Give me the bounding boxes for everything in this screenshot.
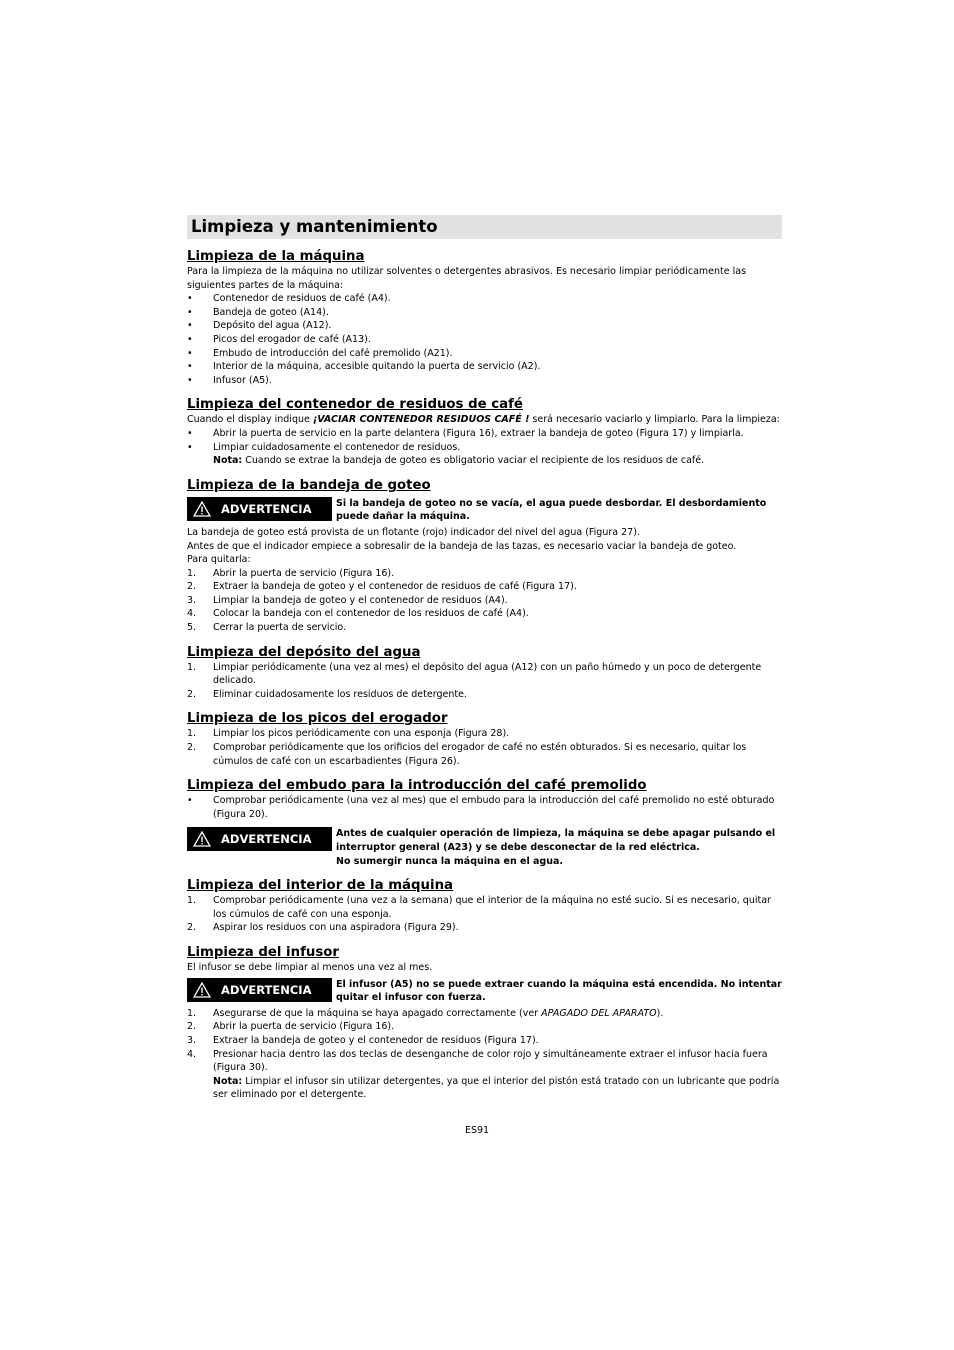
list-item: 4. Presionar hacia dentro las dos teclas de desenganche de color rojo y simultáneamente extraer el infusor hacia fuera (Figura 30). Nota: Limpiar el infusor sin utilizar detergentes, ya que el interior del pistón está tratado con un lubricante que podría ser eliminado por el detergente. [187,1048,782,1102]
list-item: • Comprobar periódicamente (una vez al mes) que el embudo para la introducción del café premolido no esté obturado (Figura 20). [187,795,775,820]
list-item: • Picos del erogador de café (A13). [187,333,371,345]
warning-text: El infusor (A5) no se puede extraer cuando la máquina está encendida. No intentar quitar el infusor con fuerza. [336,978,782,1004]
paragraph: Antes de que el indicador empiece a sobresalir de la bandeja de las tazas, es necesario vaciar la bandeja de goteo. [187,540,737,552]
bullet-list [187,292,782,387]
paragraph: Para la limpieza de la máquina no utilizar solventes o detergentes abrasivos. Es necesario limpiar periódicamente las siguientes partes de la máquina: [187,266,747,291]
list-item: 1. Asegurarse de que la máquina se haya apagado correctamente (ver APAGADO DEL APARATO). [187,1007,664,1019]
section-heading: Limpieza de la bandeja de goteo [187,477,431,493]
section-heading: Limpieza del contenedor de residuos de café [187,397,523,413]
list-item: 3. Extraer la bandeja de goteo y el contenedor de residuos (Figura 17). [187,1034,539,1046]
note: Nota: Limpiar el infusor sin utilizar detergentes, ya que el interior del pistón está tratado con un lubricante que podría ser eliminado por el detergente. [213,1075,780,1101]
warning-text: Antes de cualquier operación de limpieza, la máquina se debe apagar pulsando el interruptor general (A23) y se debe desconectar de la red eléctrica. No sumergir nunca la máquina en el agua. [336,828,776,867]
section-machine-interior [187,877,782,935]
numbered-list [187,894,782,935]
section-dispenser-spouts [187,710,782,768]
warning-triangle-icon [193,831,211,847]
list-item: • Bandeja de goteo (A14). [187,306,329,318]
list-item: • Contenedor de residuos de café (A4). [187,293,391,305]
warning-triangle-icon [193,982,211,998]
bullet-list [187,427,782,468]
paragraph: Cuando el display indique ¡VACIAR CONTENEDOR RESIDUOS CAFÉ ! será necesario vaciarlo y limpiarlo. Para la limpieza: [187,414,780,426]
section-water-tank [187,644,782,702]
section-heading: Limpieza del interior de la máquina [187,878,454,894]
warning-box [187,827,782,868]
section-heading: Limpieza de los picos del erogador [187,711,448,727]
bullet-list [187,794,782,821]
list-item: 2. Eliminar cuidadosamente los residuos de detergente. [187,688,467,700]
paragraph: El infusor se debe limpiar al menos una vez al mes. [187,961,433,973]
warning-box [187,978,782,1005]
warning-label: ADVERTENCIA [187,978,332,1002]
list-item: 4. Colocar la bandeja con el contenedor de los residuos de café (A4). [187,608,529,620]
list-item: 2. Extraer la bandeja de goteo y el contenedor de residuos de café (Figura 17). [187,581,577,593]
warning-label: ADVERTENCIA [187,827,332,851]
list-item: • Infusor (A5). [187,374,272,386]
warning-triangle-icon [193,501,211,517]
section-heading: Limpieza del depósito del agua [187,644,421,660]
section-infuser [187,944,782,1102]
list-item: 2. Comprobar periódicamente que los orificios del erogador de café no estén obturados. Si es necesario, quitar los cúmulos de café con un escarbadientes (Figura 26). [187,742,747,767]
warning-box [187,497,782,524]
warning-label: ADVERTENCIA [187,497,332,521]
list-item: • Abrir la puerta de servicio en la parte delantera (Figura 16), extraer la bandeja de goteo (Figura 17) y limpiarla. [187,427,744,439]
list-item: 3. Limpiar la bandeja de goteo y el contenedor de residuos (A4). [187,594,508,606]
page-title: Limpieza y mantenimiento [187,215,782,239]
list-item: • Interior de la máquina, accesible quitando la puerta de servicio (A2). [187,361,541,373]
list-item: 1. Limpiar periódicamente (una vez al mes) el depósito del agua (A12) con un paño húmedo y un poco de detergente delicado. [187,661,762,687]
list-item: • Limpiar cuidadosamente el contenedor de residuos. Nota: Cuando se extrae la bandeja de goteo es obligatorio vaciar el recipiente de los residuos de café. [187,441,782,468]
section-heading: Limpieza del infusor [187,944,339,960]
list-item: 1. Limpiar los picos periódicamente con una esponja (Figura 28). [187,728,510,740]
list-item: 2. Aspirar los residuos con una aspiradora (Figura 29). [187,922,459,934]
note: Nota: Cuando se extrae la bandeja de goteo es obligatorio vaciar el recipiente de los residuos de café. [213,455,705,467]
page-number: ES91 [464,1125,490,1136]
list-item: 2. Abrir la puerta de servicio (Figura 16). [187,1021,395,1033]
numbered-list [187,661,782,702]
list-item: • Embudo de introducción del café premolido (A21). [187,347,453,359]
section-funnel [187,777,782,868]
list-item: • Depósito del agua (A12). [187,320,332,332]
paragraph: Para quitarla: [187,554,251,566]
warning-text: Si la bandeja de goteo no se vacía, el agua puede desbordar. El desbordamiento puede dañar la máquina. [336,497,767,523]
numbered-list [187,1007,782,1102]
section-cleaning-machine [187,248,782,387]
numbered-list [187,567,782,635]
section-heading: Limpieza del embudo para la introducción del café premolido [187,778,647,794]
list-item: 1. Comprobar periódicamente (una vez a la semana) que el interior de la máquina no esté sucio. Si es necesario, quitar los cúmulos de café con una esponja. [187,895,771,920]
section-heading: Limpieza de la máquina [187,249,365,264]
document-page [187,215,782,1102]
section-drip-tray [187,477,782,635]
section-waste-container [187,396,782,467]
list-item: 1. Abrir la puerta de servicio (Figura 16). [187,567,395,579]
paragraph: La bandeja de goteo está provista de un flotante (rojo) indicador del nivel del agua (Figura 27). [187,526,640,538]
list-item: 5. Cerrar la puerta de servicio. [187,622,347,634]
numbered-list [187,727,782,768]
